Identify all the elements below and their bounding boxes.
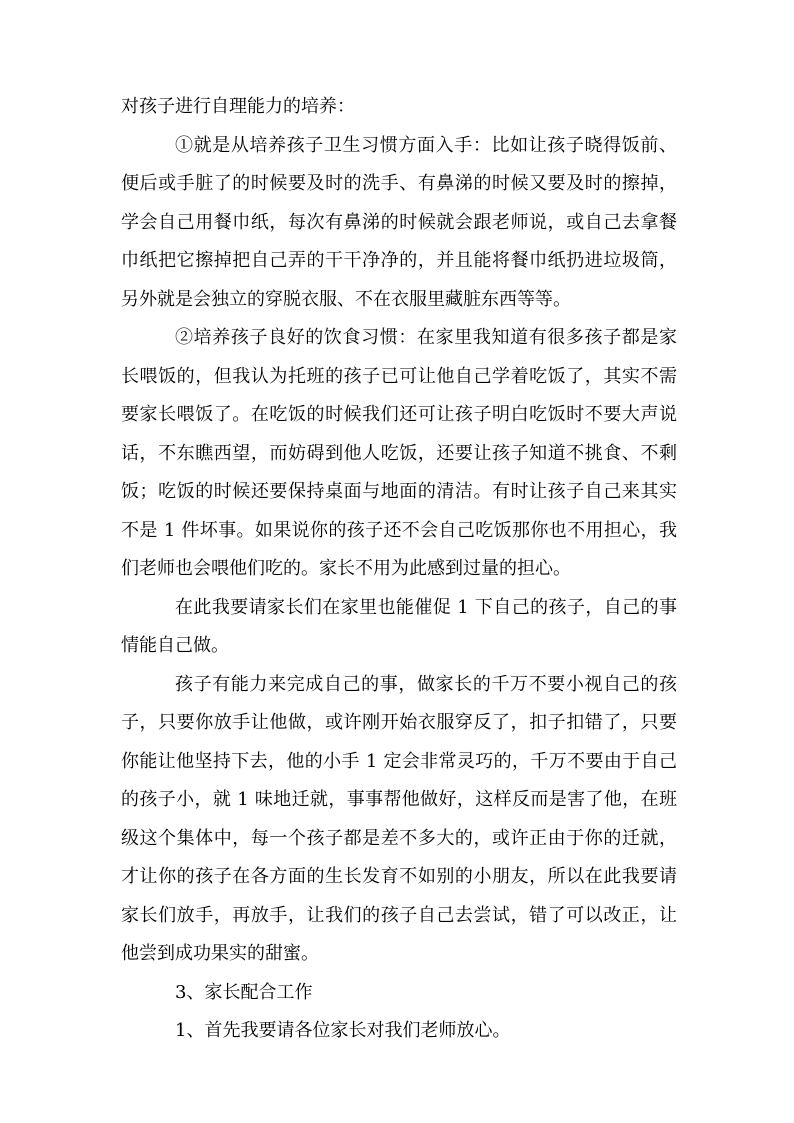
paragraph-intro: 对孩子进行自理能力的培养： (121, 96, 355, 117)
section-heading-parent-cooperation: 3、家长配合工作 (175, 981, 313, 1003)
paragraph-eating-habits: ②培养孩子良好的饮食习惯：在家里我知道有很多孩子都是家长喂饭的，但我认为托班的孩子已可让他自己学着吃饭了，其实不需要家长喂饭了。在吃饭的时候我们还可让孩子明白吃饭时不要大声说话，不东瞧西望，而妨碍到他人吃饭，还要让孩子知道不挑食、不剩饭；吃饭的时候还要保持桌面与地面的清洁。有时让孩子自己来其实不是 1 件坏事。如果说你的孩子还不会自己吃饭那你也不用担心，我们老师也会喂他们吃的。家长不用为此感到过量的担心。 (121, 327, 677, 579)
document-body (121, 88, 677, 1051)
paragraph-parent-urging: 在此我要请家长们在家里也能催促 1 下自己的孩子，自己的事情能自己做。 (121, 596, 677, 656)
paragraph-child-ability: 孩子有能力来完成自己的事，做家长的千万不要小视自己的孩子，只要你放手让他做，或许刚开始衣服穿反了，扣子扣错了，只要你能让他坚持下去，他的小手 1 定会非常灵巧的，千万不要由于自己的孩子小，就 1 味地迁就，事事帮他做好，这样反而是害了他，在班级这个集体中，每一个孩子都是差不多大的，或许正由于你的迁就，才让你的孩子在各方面的生长发育不如别的小朋友，所以在此我要请家长们放手，再放手，让我们的孩子自己去尝试，错了可以改正，让他尝到成功果实的甜蜜。 (121, 673, 677, 964)
paragraph-hygiene-habits: ①就是从培养孩子卫生习惯方面入手：比如让孩子晓得饭前、便后或手脏了的时候要及时的洗手、有鼻涕的时候又要及时的擦掉，学会自己用餐巾纸，每次有鼻涕的时候就会跟老师说，或自己去拿餐巾纸把它擦掉把自己弄的干干净净的，并且能将餐巾纸扔进垃圾筒，另外就是会独立的穿脱衣服、不在衣服里藏脏东西等等。 (121, 134, 677, 310)
paragraph-trust-teachers: 1、首先我要请各位家长对我们老师放心。 (175, 1020, 511, 1041)
